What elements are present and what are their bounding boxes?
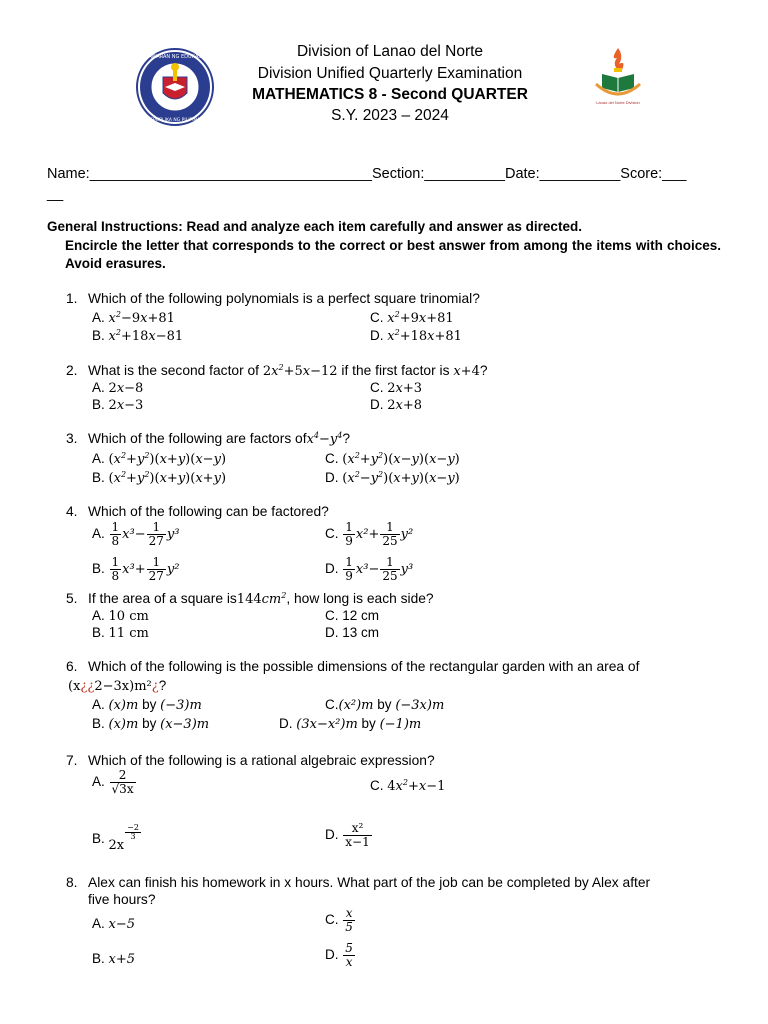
q5-option-c[interactable]: C. 12 cm bbox=[325, 608, 380, 623]
q6-option-a[interactable]: A. (x)m by (−3)m bbox=[92, 697, 202, 713]
student-info-fields-cont: __ bbox=[47, 186, 64, 202]
question-text: Which of the following can be factored? bbox=[88, 504, 329, 519]
q7-option-d[interactable]: D. $\frac{\text{x²}}{x-1}$ bbox=[325, 821, 370, 849]
q1-option-a[interactable]: A. $x^2-9x+81$ bbox=[92, 310, 175, 326]
q4-option-a[interactable]: A. $\frac{1}{8}$ x³− $\frac{1}{27}$ y³ bbox=[92, 520, 180, 548]
q4-option-c[interactable]: C. $\frac{1}{9}$ x²+ $\frac{1}{25}$ y² bbox=[325, 520, 414, 548]
division-name: Division of Lanao del Norte bbox=[296, 43, 484, 60]
q1-option-b[interactable]: B. $x^2+18x-81$ bbox=[92, 328, 184, 344]
q4-option-b[interactable]: B. $\frac{1}{8}$ x³+ $\frac{1}{27}$ y² bbox=[92, 555, 180, 583]
q6-option-c[interactable]: C.(x²)m by (−3x)m bbox=[325, 697, 445, 713]
q3-option-c[interactable]: C. $(x^2+y^2)(x-y)(x-y)$ bbox=[325, 451, 460, 467]
question-text: Which of the following is the possible dimensions of the rectangular garden with an area of bbox=[88, 659, 640, 674]
svg-text:KAGAWARAN NG EDUKASYON: KAGAWARAN NG EDUKASYON bbox=[138, 54, 212, 60]
question-text-line1: Alex can finish his homework in x hours. What part of the job can be completed by Alex after bbox=[88, 875, 651, 890]
q8-option-c[interactable]: C. $\frac{x}{5}$ bbox=[325, 906, 353, 934]
q4-option-d[interactable]: D. $\frac{1}{9}$ x³− $\frac{1}{25}$ y³ bbox=[325, 555, 414, 583]
q5-option-d[interactable]: D. 13 cm bbox=[325, 625, 380, 640]
q7-option-b[interactable]: B. 2x $\frac{-2}{3}$ bbox=[92, 823, 139, 853]
q3-option-b[interactable]: B. $(x^2+y^2)(x+y)(x+y)$ bbox=[92, 470, 227, 486]
division-logo-caption: Lanao del Norte Division bbox=[596, 100, 640, 105]
q1-option-c[interactable]: C. $x^2+9x+81$ bbox=[370, 310, 454, 326]
exam-name: Division Unified Quarterly Examination bbox=[257, 65, 523, 82]
q7-option-c[interactable]: C. $4x^2+x-1$ bbox=[370, 778, 446, 794]
q2-option-c[interactable]: C. 2x+3 bbox=[370, 380, 423, 396]
q2-option-b[interactable]: B. 2x−3 bbox=[92, 397, 144, 413]
school-year: S.Y. 2023 – 2024 bbox=[331, 107, 449, 124]
svg-text:REPUBLIKA NG PILIPINAS: REPUBLIKA NG PILIPINAS bbox=[147, 118, 203, 123]
student-info-fields[interactable]: Name:___________________________________Section:__________Date:__________Score:___ bbox=[47, 166, 687, 182]
q8-option-d[interactable]: D. $\frac{5}{x}$ bbox=[325, 941, 353, 969]
q3-option-a[interactable]: A. $(x^2+y^2)(x+y)(x-y)$ bbox=[92, 451, 227, 467]
q5-option-a[interactable]: A. 10 cm bbox=[92, 608, 149, 624]
question-text: Which of the following polynomials is a perfect square trinomial? bbox=[88, 291, 480, 306]
q5-option-b[interactable]: B. 11 cm bbox=[92, 625, 149, 641]
question-text: Which of the following are factors $ofx^4-y^4$? bbox=[88, 431, 351, 447]
q6-expression: (x¿¿2−3x)m²¿? bbox=[68, 678, 167, 694]
instructions-first-line: General Instructions: Read and analyze each item carefully and answer as directed. bbox=[47, 219, 582, 234]
question-text-line2: five hours? bbox=[88, 892, 156, 907]
q3-option-d[interactable]: D. $(x^2-y^2)(x+y)(x-y)$ bbox=[325, 470, 460, 486]
q8-option-b[interactable]: B. x+5 bbox=[92, 951, 136, 967]
question-text: What is the second factor of $2x^2+5x-12$ if the first factor is x+4? bbox=[88, 363, 488, 379]
q6-option-d[interactable]: D. (3x−x²)m by (−1)m bbox=[279, 716, 422, 732]
q8-option-a[interactable]: A. x−5 bbox=[92, 916, 136, 932]
q7-option-a[interactable]: A. $\frac{2}{√3x}$ bbox=[92, 768, 134, 796]
q2-option-a[interactable]: A. 2x−8 bbox=[92, 380, 144, 396]
q2-option-d[interactable]: D. 2x+8 bbox=[370, 397, 423, 413]
subject-title: MATHEMATICS 8 - Second QUARTER bbox=[252, 86, 528, 103]
question-text: If the area of a square $is144cm^2$, how long is each side? bbox=[88, 591, 434, 607]
exam-page: KAGAWARAN NG EDUKASYON REPUBLIKA NG PILIPINAS Lanao del Norte Division Division of Lanao del Norte Division Unified Quarterly Examination MATHEMATICS 8 - Second QUARTER S.Y. 2023 – 2024 Name:___________________________________Section:__________Date:__________Score:___ __ General Instructions: Read and analyze each item carefully and answer as directed. Encircle the letter that corresponds to the correct or best answer from among the items with choices. Avoid erasures. 1. Which of the following polynomials is a perfect square trinomial? A. $x^2-9x+81$ B. $x^2+18x-81$ C. $x^2+9x+81$ D. $x^2+18x+81$ 2. What is the second factor of $2x^2+5x-12$ if the first factor is x+4? A. 2x−8 B. 2x−3 C. 2x+3 D. 2x+8 3. Which of the following are factors $ofx^4-y^4$? A. $(x^2+y^2)(x+y)(x-y)$ B. $(x^2+y^2)(x+y)(x+y)$ C. $(x^2+y^2)(x-y)(x-y)$ D. $(x^2-y^2)(x+y)(x-y)$ 4. Which of the following can be factored? A. $\frac{1}{8}$ x³− $\frac{1}{27}$ y³ B. $\frac{1}{8}$ x³+ $\frac{1}{27}$ y² C. $\frac{1}{9}$ x²+ $\frac{1}{25}$ y² D. $\frac{1}{9}$ x³− $\frac{1}{25}$ y³ 5. If the area of a square $is144cm^2$, how long is each side? A. 10 cm B. 11 cm C. 12 cm D. 13 cm 6. Which of the following is the possible dimensions of the rectangular garden with an area of (x¿¿2−3x)m²¿? A. (x)m by (−3)m B. (x)m by (x−3)m C.(x²)m by (−3x)m D. (3x−x²)m by (−1)m 7. Which of the following is a rational algebraic expression? A. $\frac{2}{√3x}$ B. 2x $\frac{-2}{3}$ C. $4x^2+x-1$ D. $\frac{\text{x²}}{x-1}$ 8. Alex can finish his homework in x hours. What part of the job can be completed by Alex after five hours? A. x−5 B. x+5 C. $\frac{x}{5}$ D. $\frac{5}{x}$ bbox=[0, 0, 768, 1024]
instructions-rest: Encircle the letter that corresponds to the correct or best answer from among the items with choices. Avoid erasures. bbox=[65, 237, 721, 271]
question-text: Which of the following is a rational algebraic expression? bbox=[88, 753, 435, 768]
q6-option-b[interactable]: B. (x)m by (x−3)m bbox=[92, 716, 210, 732]
q1-option-d[interactable]: D. $x^2+18x+81$ bbox=[370, 328, 462, 344]
general-instructions bbox=[47, 218, 721, 274]
